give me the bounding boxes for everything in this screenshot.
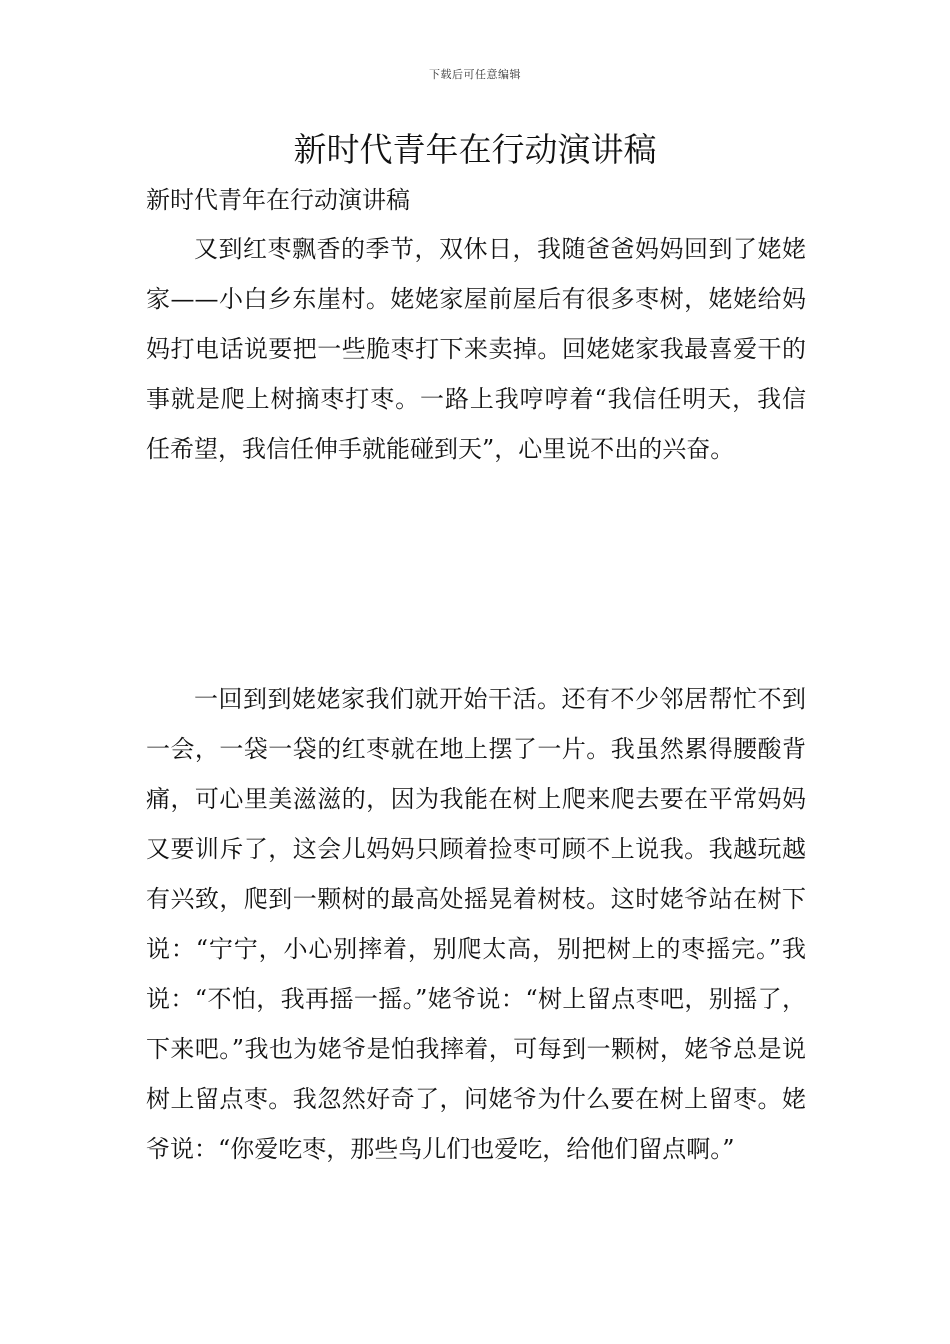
header-note: 下载后可任意编辑 (429, 68, 521, 81)
paragraph-1: 又到红枣飘香的季节，双休日，我随爸爸妈妈回到了姥姥家——小白乡东崖村。姥姥家屋前屋后有很多枣树，姥姥给妈妈打电话说要把一些脆枣打下来卖掉。回姥姥家我最喜爱干的事就是爬上树摘枣打枣。一路上我哼哼着“我信任明天，我信任希望，我信任伸手就能碰到天”，心里说不出的兴奋。 (146, 235, 806, 463)
document-title: 新时代青年在行动演讲稿 (293, 130, 657, 169)
document-subtitle: 新时代青年在行动演讲稿 (146, 186, 410, 214)
paragraph-2: 一回到到姥姥家我们就开始干活。还有不少邻居帮忙不到一会，一袋一袋的红枣就在地上摆了一片。我虽然累得腰酸背痛，可心里美滋滋的，因为我能在树上爬来爬去要在平常妈妈又要训斥了，这会儿妈妈只顾着捡枣可顾不上说我。我越玩越有兴致，爬到一颗树的最高处摇晃着树枝。这时姥爷站在树下说：“宁宁，小心别摔着，别爬太高，别把树上的枣摇完。”我说：“不怕，我再摇一摇。”姥爷说：“树上留点枣吧，别摇了，下来吧。”我也为姥爷是怕我摔着，可每到一颗树，姥爷总是说树上留点枣。我忽然好奇了，问姥爷为什么要在树上留枣。姥爷说：“你爱吃枣，那些鸟儿们也爱吃，给他们留点啊。” (146, 685, 806, 1163)
